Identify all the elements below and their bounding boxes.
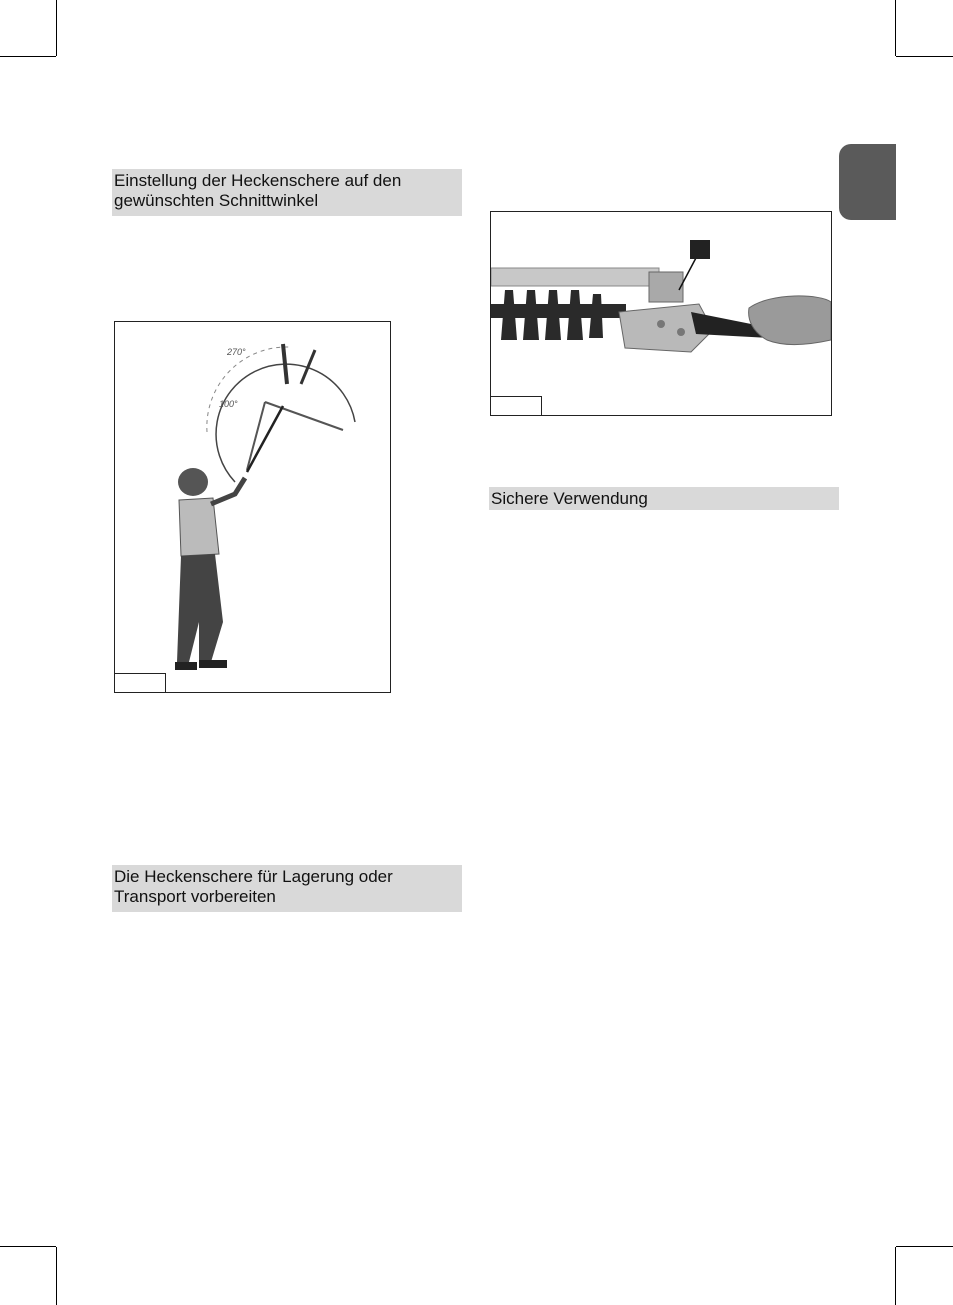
language-tab xyxy=(839,144,896,220)
label-100: 100° xyxy=(219,399,238,409)
heading-cut-angle-line1: Einstellung der Heckenschere auf den xyxy=(114,171,402,190)
heading-safe-use xyxy=(489,487,839,510)
heading-cut-angle-line2: gewünschten Schnittwinkel xyxy=(114,191,319,210)
figure-label-box xyxy=(490,396,542,416)
figure-cut-angle xyxy=(114,321,391,693)
figure-trimmer xyxy=(490,211,832,416)
heading-storage-line1: Die Heckenschere für Lagerung oder xyxy=(114,867,393,886)
heading-storage xyxy=(112,865,462,912)
crop-mark-bl-h xyxy=(0,1246,56,1247)
crop-mark-tr-v xyxy=(895,0,896,56)
crop-mark-bl-v xyxy=(56,1247,57,1305)
figure-label-box xyxy=(114,673,166,693)
crop-mark-tr-h xyxy=(896,56,953,57)
crop-mark-tl-h xyxy=(0,56,56,57)
crop-mark-br-h xyxy=(896,1246,953,1247)
label-270: 270° xyxy=(227,347,246,357)
figure-trimmer-illustration xyxy=(491,212,831,415)
heading-safe-use-line1: Sichere Verwendung xyxy=(491,489,648,508)
crop-mark-tl-v xyxy=(56,0,57,56)
heading-storage-line2: Transport vorbereiten xyxy=(114,887,276,906)
figure-cut-angle-illustration xyxy=(115,322,390,692)
heading-cut-angle xyxy=(112,169,462,216)
crop-mark-br-v xyxy=(895,1247,896,1305)
